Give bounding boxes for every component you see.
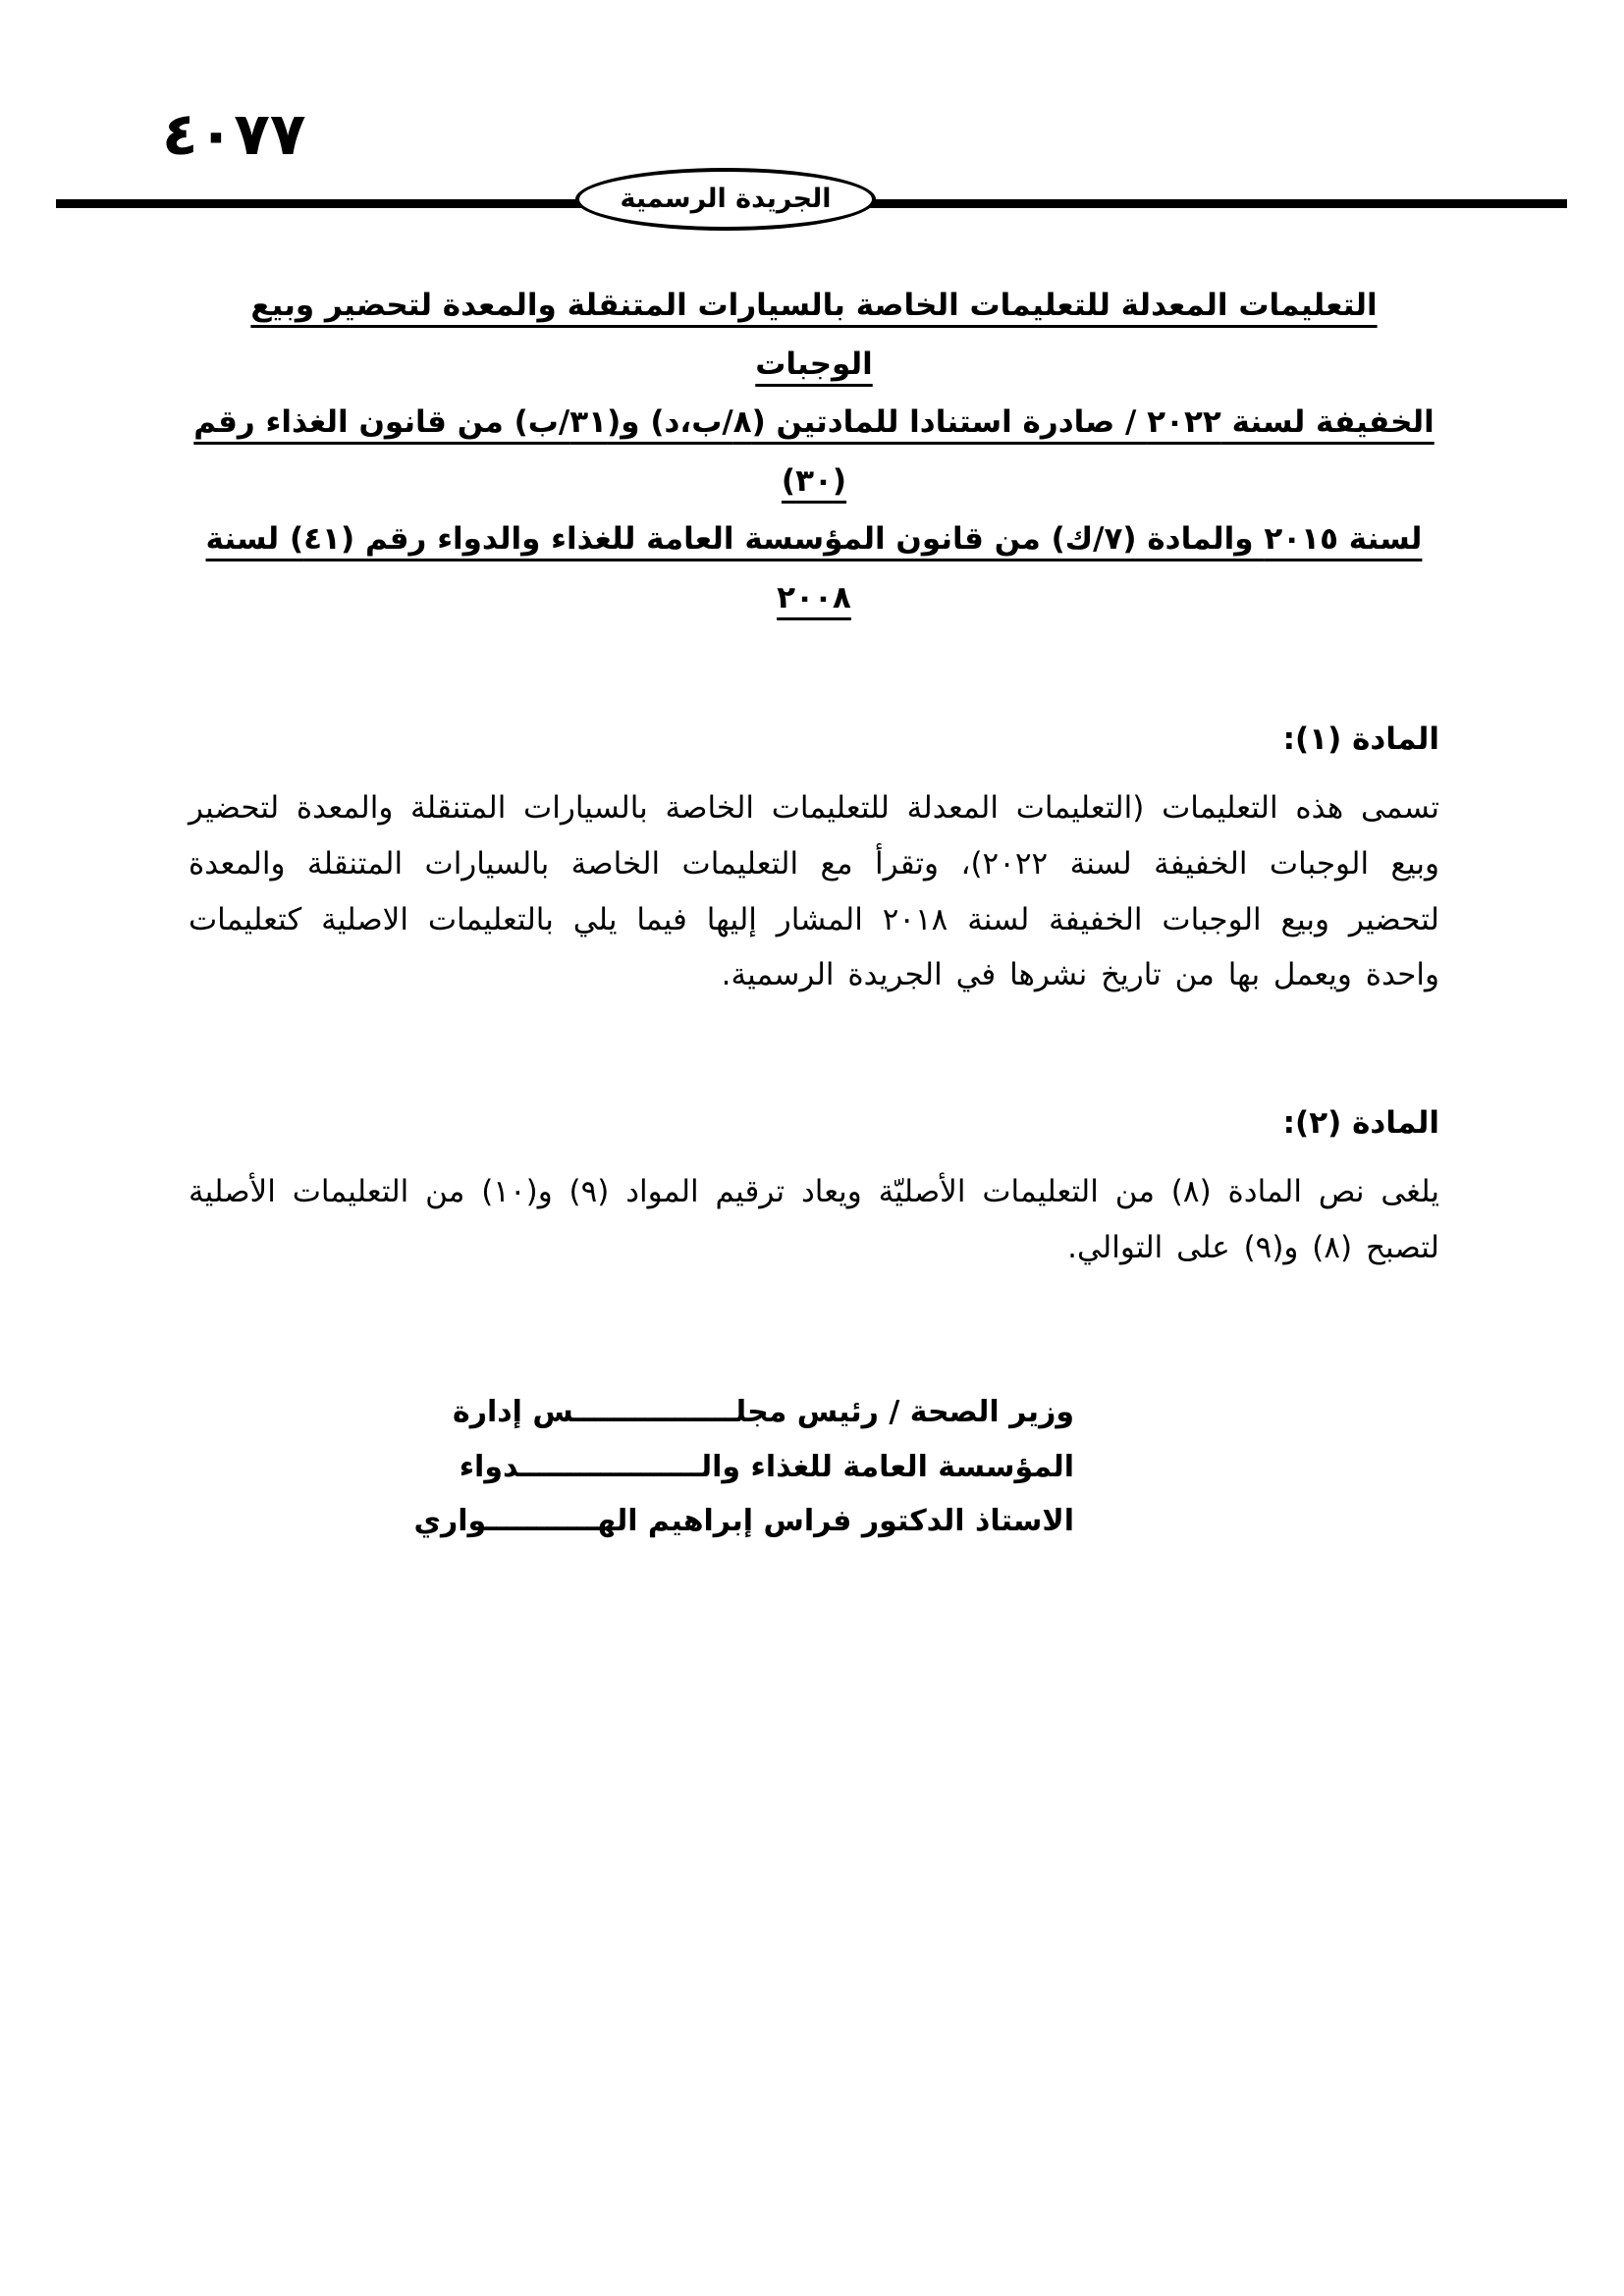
signature-line-1: وزير الصحة / رئيس مجلــــــــــــــــس إدارة [453, 1395, 1074, 1430]
title-line-2: الخفيفة لسنة ٢٠٢٢ / صادرة استنادا للمادتين (٨/ب،د) و(٣١/ب) من قانون الغذاء رقم (٣٠) [193, 404, 1435, 499]
article-1-body: تسمى هذه التعليمات (التعليمات المعدلة للتعليمات الخاصة بالسيارات المتنقلة والمعدة لتحضير وبيع الوجبات الخفيفة لسنة ٢٠٢٢)، وتقرأ مع التعليمات الخاصة بالسيارات المتنقلة والمعدة لتحضير وبيع الوجبات الخفيفة لسنة ٢٠١٨ المشار إليها فيما يلي بالتعليمات الاصلية كتعليمات واحدة ويعمل بها من تاريخ نشرها في الجريدة الرسمية. [189, 790, 1440, 993]
article-2-heading: المادة (٢): [1282, 1104, 1439, 1141]
gazette-label: الجريدة الرسمية [620, 183, 832, 214]
signature-line-3: الاستاذ الدكتور فراس إبراهيم الهـــــــــــواري [413, 1504, 1074, 1539]
article-2-body: يلغى نص المادة (٨) من التعليمات الأصليّة ويعاد ترقيم المواد (٩) و(١٠) من التعليمات الأصلية لتصبح (٨) و(٩) على التوالي. [189, 1173, 1440, 1265]
signature-line-2: المؤسسة العامة للغذاء والــــــــــــــــــدواء [459, 1449, 1074, 1484]
document-title [189, 277, 1439, 627]
signature-block [413, 1385, 1074, 1549]
article-1 [189, 721, 1439, 1003]
article-1-heading: المادة (١): [1282, 721, 1439, 758]
title-line-3: لسنة ٢٠١٥ والمادة (٧/ك) من قانون المؤسسة العامة للغذاء والدواء رقم (٤١) لسنة ٢٠٠٨ [205, 521, 1423, 615]
page-number: ٤٠٧٧ [162, 100, 306, 169]
document-content [189, 277, 1439, 1549]
title-line-1: التعليمات المعدلة للتعليمات الخاصة بالسيارات المتنقلة والمعدة لتحضير وبيع الوجبات [250, 288, 1378, 382]
article-2 [189, 1105, 1439, 1275]
gazette-oval [575, 168, 876, 231]
